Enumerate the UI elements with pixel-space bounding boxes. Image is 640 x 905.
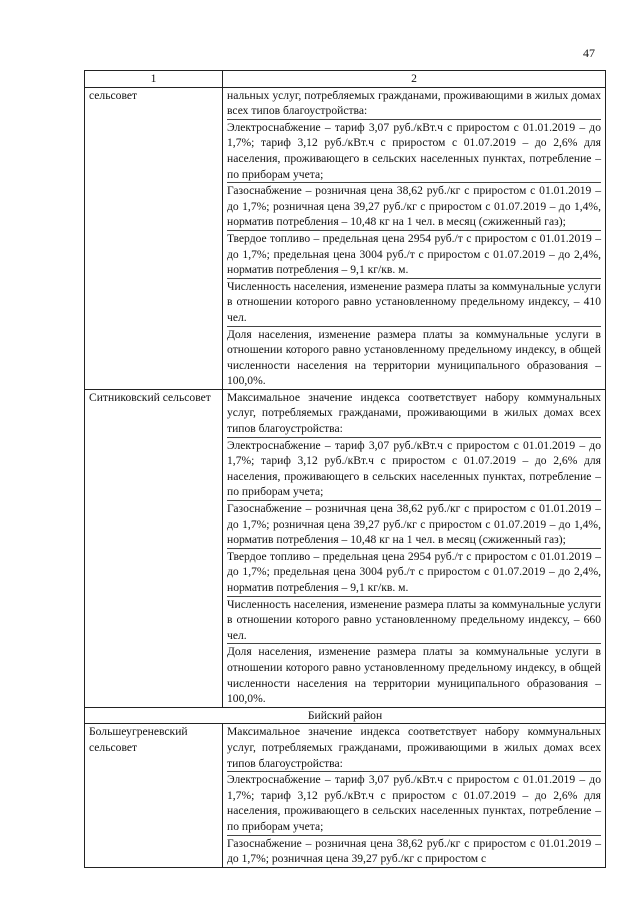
paragraph: Электроснабжение – тариф 3,07 руб./кВт.ч с приростом с 01.01.2019 – до 1,7%; тариф 3,12 руб./кВт.ч с приростом с 01.07.2019 – до 2,6% для населения, проживающего в сельских населенных пунктах, потребление – по приборам учета; bbox=[227, 120, 601, 181]
paragraph: Твердое топливо – предельная цена 2954 руб./т с приростом с 01.01.2019 – до 1,7%; предельная цена 3004 руб./т с приростом с 01.07.2019 – до 2,4%, норматив потребления – 9,1 кг/кв. м. bbox=[227, 549, 601, 594]
paragraph: Электроснабжение – тариф 3,07 руб./кВт.ч с приростом с 01.01.2019 – до 1,7%; тариф 3,12 руб./кВт.ч с приростом с 01.07.2019 – до 2,6% для населения, проживающего в сельских населенных пунктах, потребление – по приборам учета; bbox=[227, 438, 601, 499]
paragraph: Газоснабжение – розничная цена 38,62 руб./кг с приростом с 01.01.2019 – до 1,7%; розничная цена 39,27 руб./кг с приростом с 01.07.2019 – до 1,4%, норматив потребления – 10,48 кг на 1 чел. в месяц (сжиженный газ); bbox=[227, 502, 601, 547]
municipality-name: сельсовет bbox=[85, 87, 223, 389]
table-header-row bbox=[85, 71, 606, 88]
paragraph: Газоснабжение – розничная цена 38,62 руб./кг с приростом с 01.01.2019 – до 1,7%; розничная цена 39,27 руб./кг с приростом с 01.07.2019 – до 1,4%, норматив потребления – 10,48 кг на 1 чел. в месяц (сжиженный газ); bbox=[227, 184, 601, 229]
paragraph: Численность населения, изменение размера платы за коммунальные услуги в отношении которого равно установленному предельному индексу, – 660 чел. bbox=[227, 597, 601, 642]
index-description bbox=[223, 724, 606, 867]
data-table bbox=[84, 70, 606, 868]
district-heading-row bbox=[85, 707, 606, 724]
paragraph: Электроснабжение – тариф 3,07 руб./кВт.ч с приростом с 01.01.2019 – до 1,7%; тариф 3,12 руб./кВт.ч с приростом с 01.07.2019 – до 2,6% для населения, проживающего в сельских населенных пунктах, потребление – по приборам учета; bbox=[227, 773, 601, 833]
paragraph: Максимальное значение индекса соответствует набору коммунальных услуг, потребляемых гражданами, проживающими в жилых домах всех типов благоустройства: bbox=[227, 725, 601, 770]
index-description bbox=[223, 87, 606, 389]
index-description bbox=[223, 389, 606, 707]
paragraph: Доля населения, изменение размера платы за коммунальные услуги в отношении которого равно установленному предельному индексу, в общей численности населения на территории муниципального образования – 100,0%. bbox=[227, 645, 601, 706]
table-row bbox=[85, 87, 606, 389]
paragraph: Доля населения, изменение размера платы за коммунальные услуги в отношении которого равно установленному предельному индексу, в общей численности населения на территории муниципального образования – 100,0%. bbox=[227, 327, 601, 388]
table-row bbox=[85, 724, 606, 867]
paragraph: нальных услуг, потребляемых гражданами, проживающими в жилых домах всех типов благоустройства: bbox=[227, 88, 601, 118]
column-header-2: 2 bbox=[223, 71, 606, 88]
paragraph: Твердое топливо – предельная цена 2954 руб./т с приростом с 01.01.2019 – до 1,7%; предельная цена 3004 руб./т с приростом с 01.07.2019 – до 2,4%, норматив потребления – 9,1 кг/кв. м. bbox=[227, 231, 601, 277]
municipality-name: Ситниковский сельсовет bbox=[85, 389, 223, 707]
paragraph: Численность населения, изменение размера платы за коммунальные услуги в отношении которого равно установленному предельному индексу, – 410 чел. bbox=[227, 279, 601, 324]
paragraph: Максимальное значение индекса соответствует набору коммунальных услуг, потребляемых гражданами, проживающими в жилых домах всех типов благоустройства: bbox=[227, 390, 601, 436]
column-header-1: 1 bbox=[85, 71, 223, 88]
table-row bbox=[85, 389, 606, 707]
district-heading: Бийский район bbox=[85, 707, 606, 724]
page-number: 47 bbox=[583, 46, 595, 60]
municipality-name: Большеугреневский сельсовет bbox=[85, 724, 223, 867]
paragraph: Газоснабжение – розничная цена 38,62 руб./кг с приростом с 01.01.2019 – до 1,7%; розничная цена 39,27 руб./кг с приростом с bbox=[227, 836, 601, 866]
